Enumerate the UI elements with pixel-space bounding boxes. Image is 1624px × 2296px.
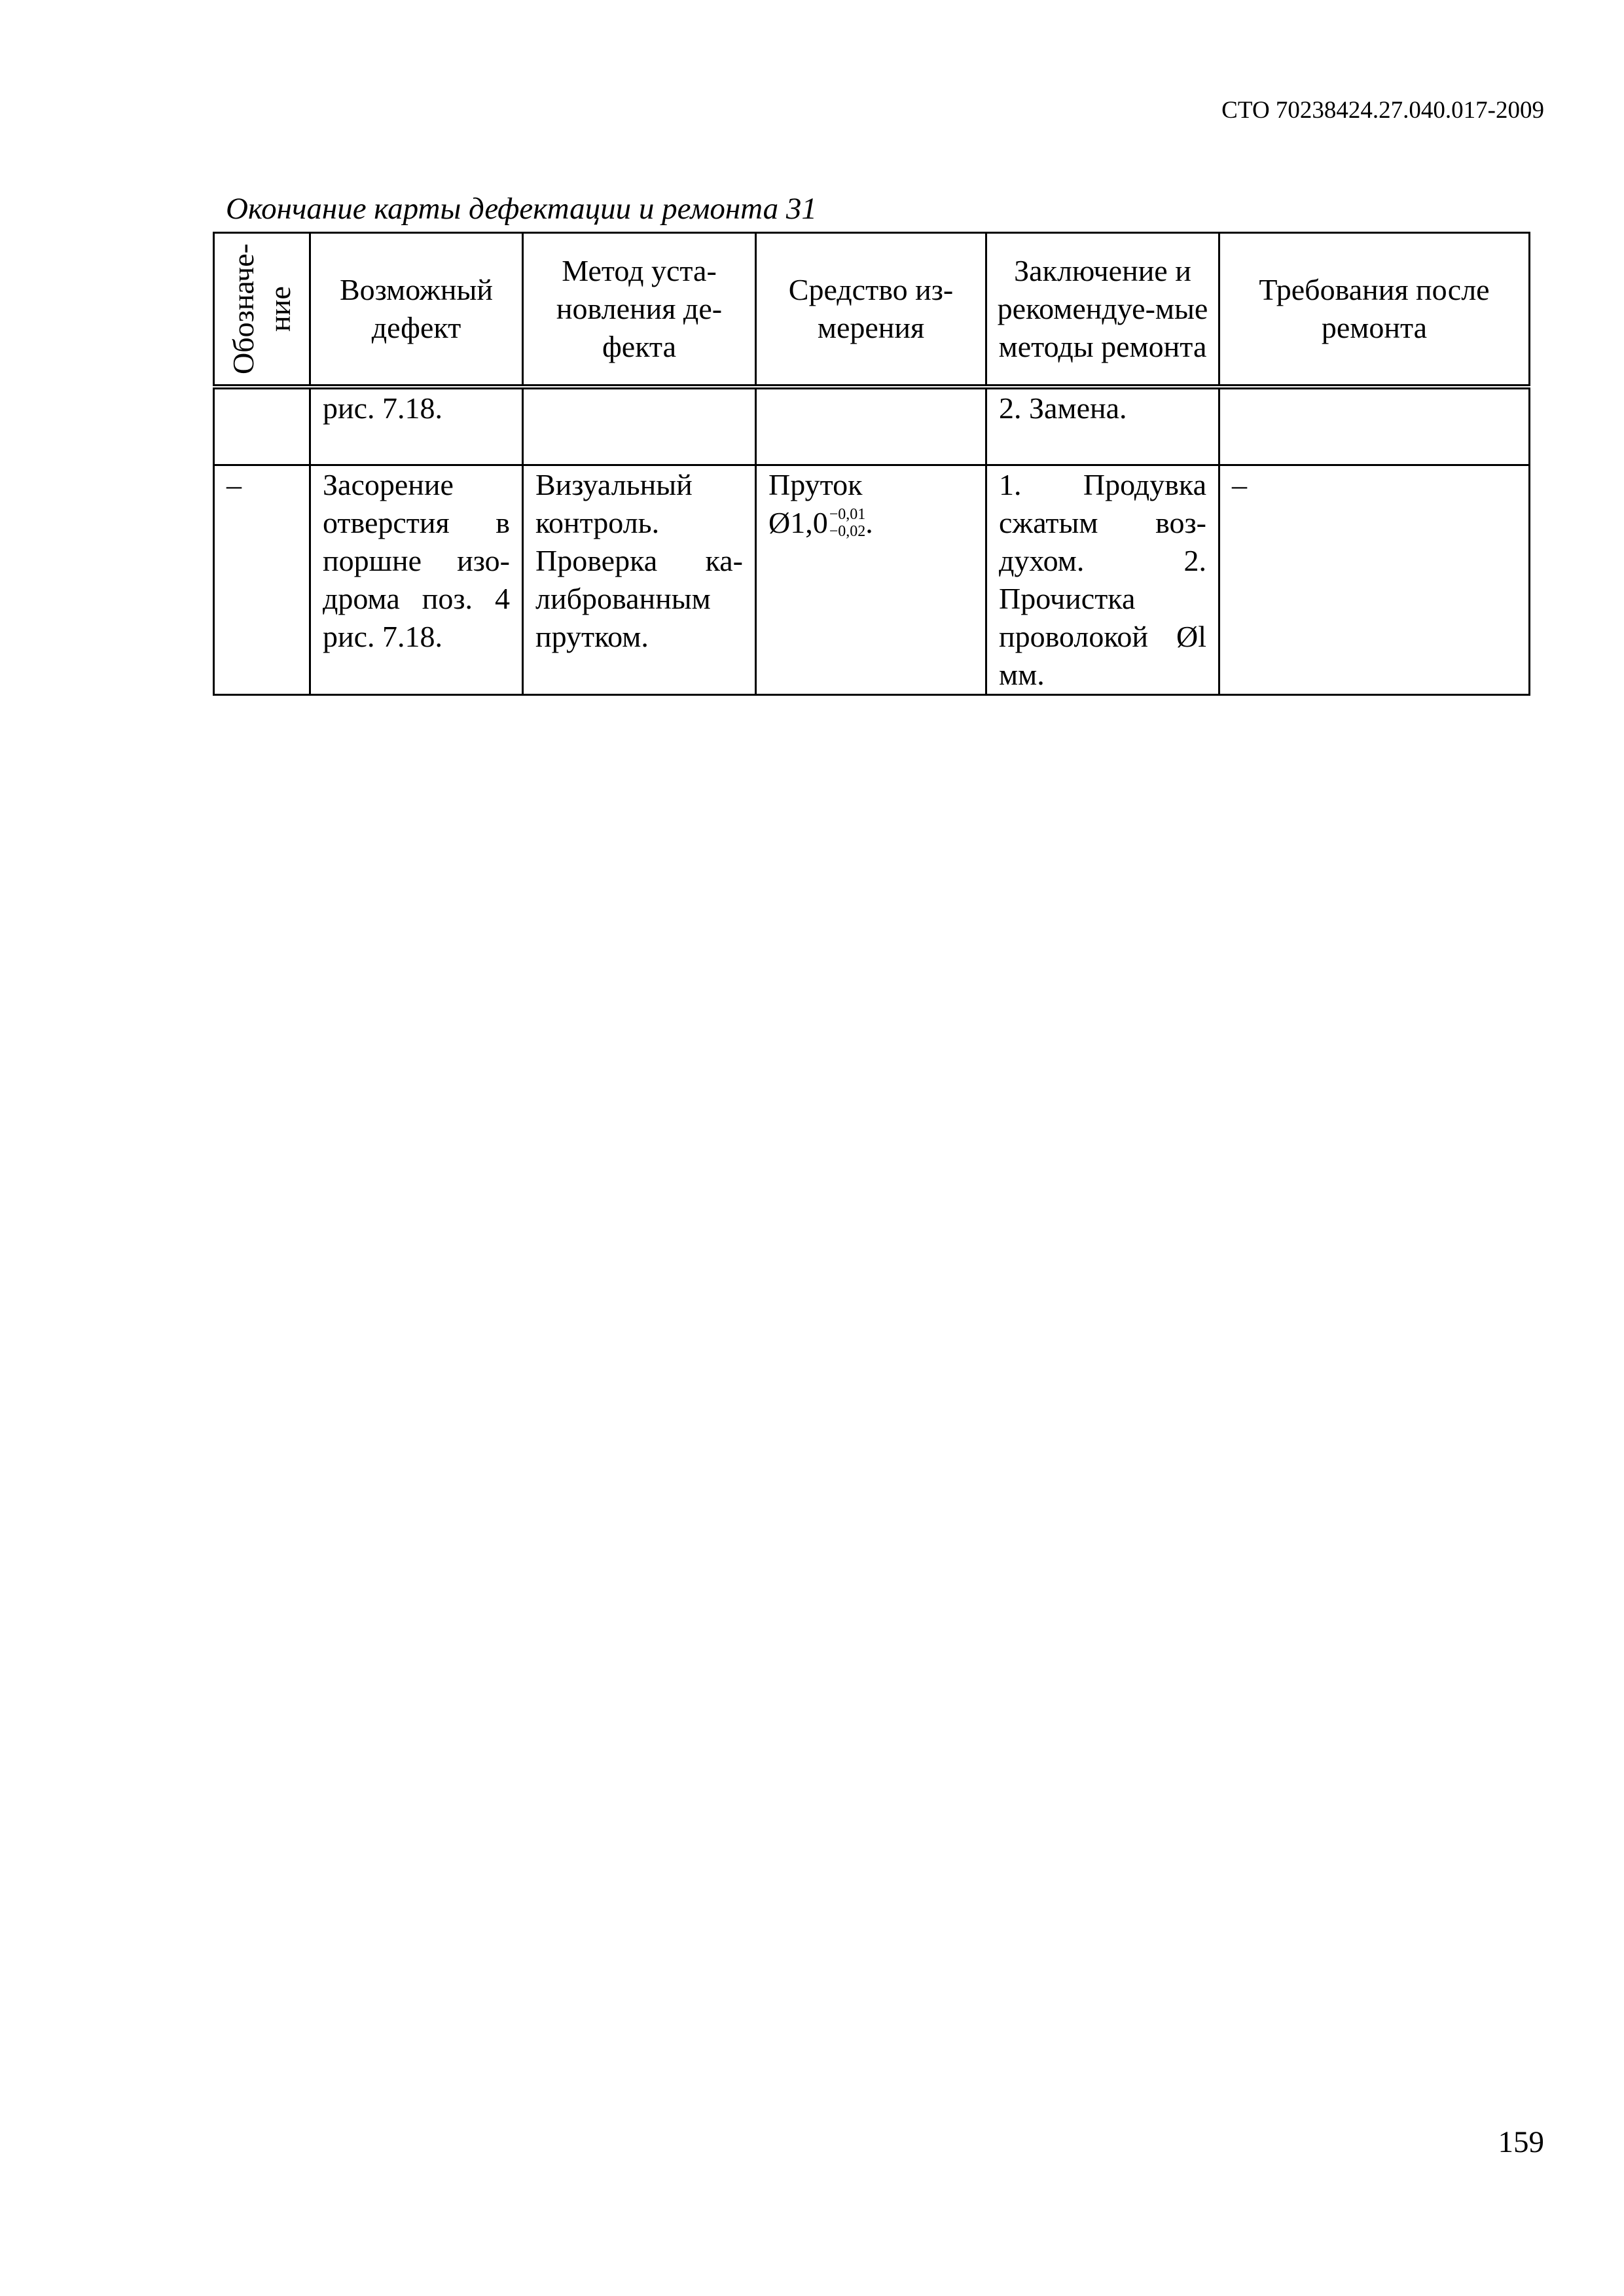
column-header-tool: Средство из-мерения (756, 233, 986, 387)
column-header-conclusion: Заключение и рекомендуе-мые методы ремонта (986, 233, 1219, 387)
table-row (214, 387, 1530, 465)
cell-tool (756, 465, 986, 695)
tolerance (829, 506, 866, 540)
cell-method: Визуальный контроль. Проверка ка-либрованным прутком. (523, 465, 756, 695)
table-row (214, 465, 1530, 695)
cell-tool (756, 387, 986, 465)
tolerance-upper: −0,01 (829, 506, 866, 524)
cell-conclusion: 2. Замена. (986, 387, 1219, 465)
cell-requirements: – (1219, 465, 1530, 695)
cell-designation (214, 387, 310, 465)
page-number: 159 (1498, 2125, 1544, 2159)
column-header-designation: Обозначе-ние (214, 233, 310, 387)
cell-defect: рис. 7.18. (310, 387, 523, 465)
cell-defect: Засорение отверстия в поршне изо-дрома поз. 4 рис. 7.18. (310, 465, 523, 695)
document-code: СТО 70238424.27.040.017-2009 (1221, 97, 1544, 124)
cell-conclusion: 1. Продувка сжатым воз-духом. 2. Прочистка проволокой Øl мм. (986, 465, 1219, 695)
cell-method (523, 387, 756, 465)
tolerance-lower: −0,02 (829, 523, 866, 541)
tool-diameter: Ø1,0 (768, 506, 828, 539)
column-header-requirements: Требования после ремонта (1219, 233, 1530, 387)
column-header-method: Метод уста-новления де-фекта (523, 233, 756, 387)
cell-requirements (1219, 387, 1530, 465)
table-caption: Окончание карты дефектации и ремонта 31 (226, 192, 817, 226)
cell-designation: – (214, 465, 310, 695)
table-header-row (214, 233, 1530, 387)
defect-repair-table (213, 232, 1530, 696)
tool-suffix: . (865, 506, 873, 539)
column-header-defect: Возможный дефект (310, 233, 523, 387)
tool-name: Пруток (768, 468, 863, 501)
